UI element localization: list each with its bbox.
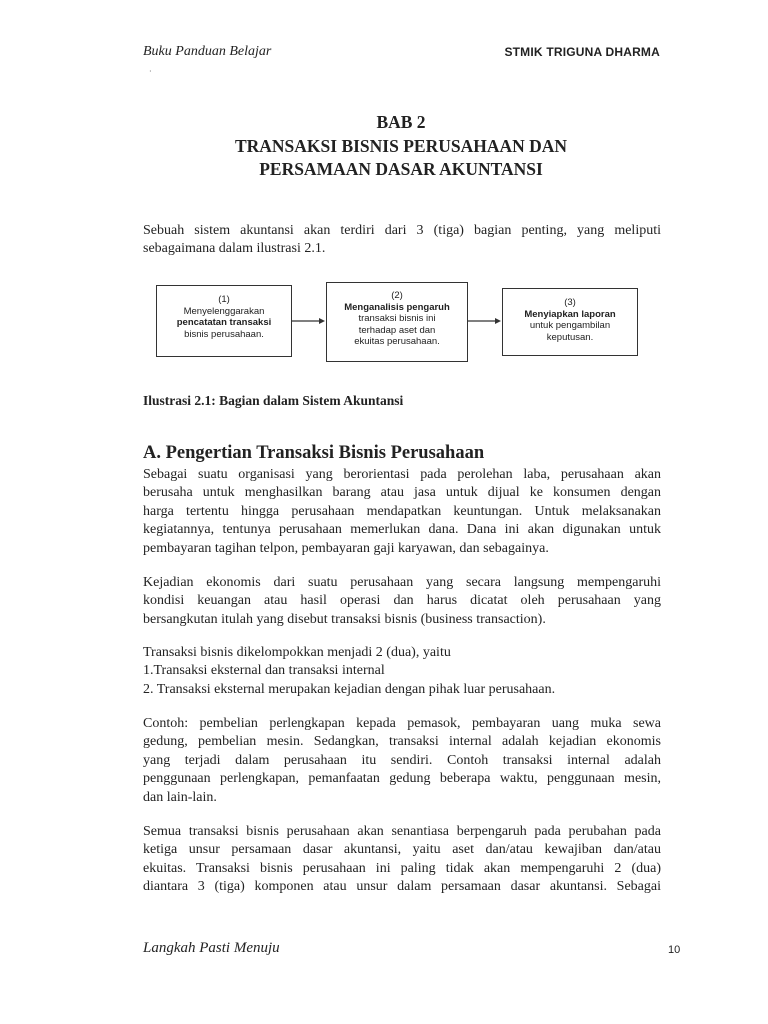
diagram-box-1 [156,285,292,357]
text-line: ketiga unsur persamaan dasar akuntansi, yaitu aset dan/atau kewajiban dan/atau [143,842,661,858]
paragraph-5 [143,823,661,897]
text-line: kegiatannya, tentunya perusahaan memerlukan dana. Dana ini akan digunakan untuk [143,522,661,538]
text-line: yang terjadi dalam perusahaan itu sendiri. Contoh transaksi internal adalah [143,752,661,768]
header-institution: STMIK TRIGUNA DHARMA [504,45,660,59]
figure-caption: Ilustrasi 2.1: Bagian dalam Sistem Akuntansi [143,393,404,408]
box-line: bisnis perusahaan. [184,328,264,340]
diagram-box-2 [326,282,468,362]
box-line: terhadap aset dan [358,324,436,336]
box-number: (1) [218,294,230,305]
text-line: Kejadian ekonomis dari suatu perusahaan yang secara langsung mempengaruhi [143,575,661,590]
text-line: Transaksi bisnis dikelompokkan menjadi 2 (dua), yaitu [143,645,451,660]
chapter-title-line2: PERSAMAAN DASAR AKUNTANSI [259,159,543,179]
text-line: harga tertentu hingga perusahaan mendapatkan keuntungan. Untuk melaksanakan [143,503,661,519]
text-line: bersangkutan itulah yang disebut transaksi bisnis (business transaction). [143,611,546,627]
text-line: dan lain-lain. [143,789,217,805]
arrow-right-icon [468,282,502,362]
text-line: Sebagai suatu organisasi yang berorientasi pada perolehan laba, perusahaan akan [143,467,661,482]
arrow-right-icon [292,282,326,362]
accounting-system-diagram [156,282,640,362]
box-line: pencatatan transaksi [176,317,272,328]
chapter-title-line1: TRANSAKSI BISNIS PERUSAHAAN DAN [234,136,568,156]
box-number: (3) [564,297,576,308]
header-dot: · [149,67,152,76]
paragraph-3 [143,644,661,699]
text-line: penggunaan perlengkapan, pemanfaatan gedung beberapa waktu, penggunaan mesin, [143,771,661,787]
text-line: Contoh: pembelian perlengkapan kepada pemasok, pembayaran uang muka sewa [143,716,661,731]
box-line: Menyelenggarakan [183,305,265,317]
box-line: transaksi bisnis ini [358,313,436,324]
intro-line: Sebuah sistem akuntansi akan terdiri dari 3 (tiga) bagian penting, yang meliputi [143,223,661,238]
footer-text: Langkah Pasti Menuju [143,940,280,956]
box-line: untuk pengambilan [529,320,611,331]
page-number: 10 [668,944,681,956]
text-line: berusaha untuk menghasilkan barang atau jasa untuk dijual ke konsumen dengan [143,485,661,501]
text-line: kondisi keuangan atau hasil operasi dan harus dicatat oleh perusahaan yang [143,593,661,609]
intro-line: sebagaimana dalam ilustrasi 2.1. [143,241,326,257]
text-line: diantara 3 (tiga) komponen atau unsur dalam persamaan dasar akuntansi. Sebagai [143,879,661,895]
text-line: 2. Transaksi eksternal merupakan kejadian dengan pihak luar perusahaan. [143,681,556,697]
text-line: 1.Transaksi eksternal dan transaksi internal [143,663,385,679]
header-book-title: Buku Panduan Belajar [143,44,272,59]
diagram-box-3 [502,288,638,356]
chapter-number: BAB 2 [376,112,426,132]
box-number: (2) [391,290,403,301]
text-line: gedung, pembelian mesin. Sedangkan, transaksi internal adalah kejadian ekonomis [143,734,661,750]
text-line: Semua transaksi bisnis perusahaan akan senantiasa berpengaruh pada perubahan pada [143,824,661,839]
section-heading: A. Pengertian Transaksi Bisnis Perusahaan [143,443,485,463]
box-line: keputusan. [546,331,594,343]
paragraph-1 [143,466,661,558]
box-line: Menyiapkan laporan [524,308,616,320]
box-line: Menganalisis pengaruh [344,301,450,313]
box-line: ekuitas perusahaan. [354,336,440,347]
paragraph-2 [143,574,661,629]
text-line: pembayaran tagihan telpon, pembayaran gaji karyawan, dan sebagainya. [143,540,549,556]
text-line: ekuitas. Transaksi bisnis perusahaan ini paling tidak akan mempengaruhi 2 (dua) [143,860,661,876]
paragraph-4 [143,715,661,807]
intro-paragraph [143,222,661,259]
